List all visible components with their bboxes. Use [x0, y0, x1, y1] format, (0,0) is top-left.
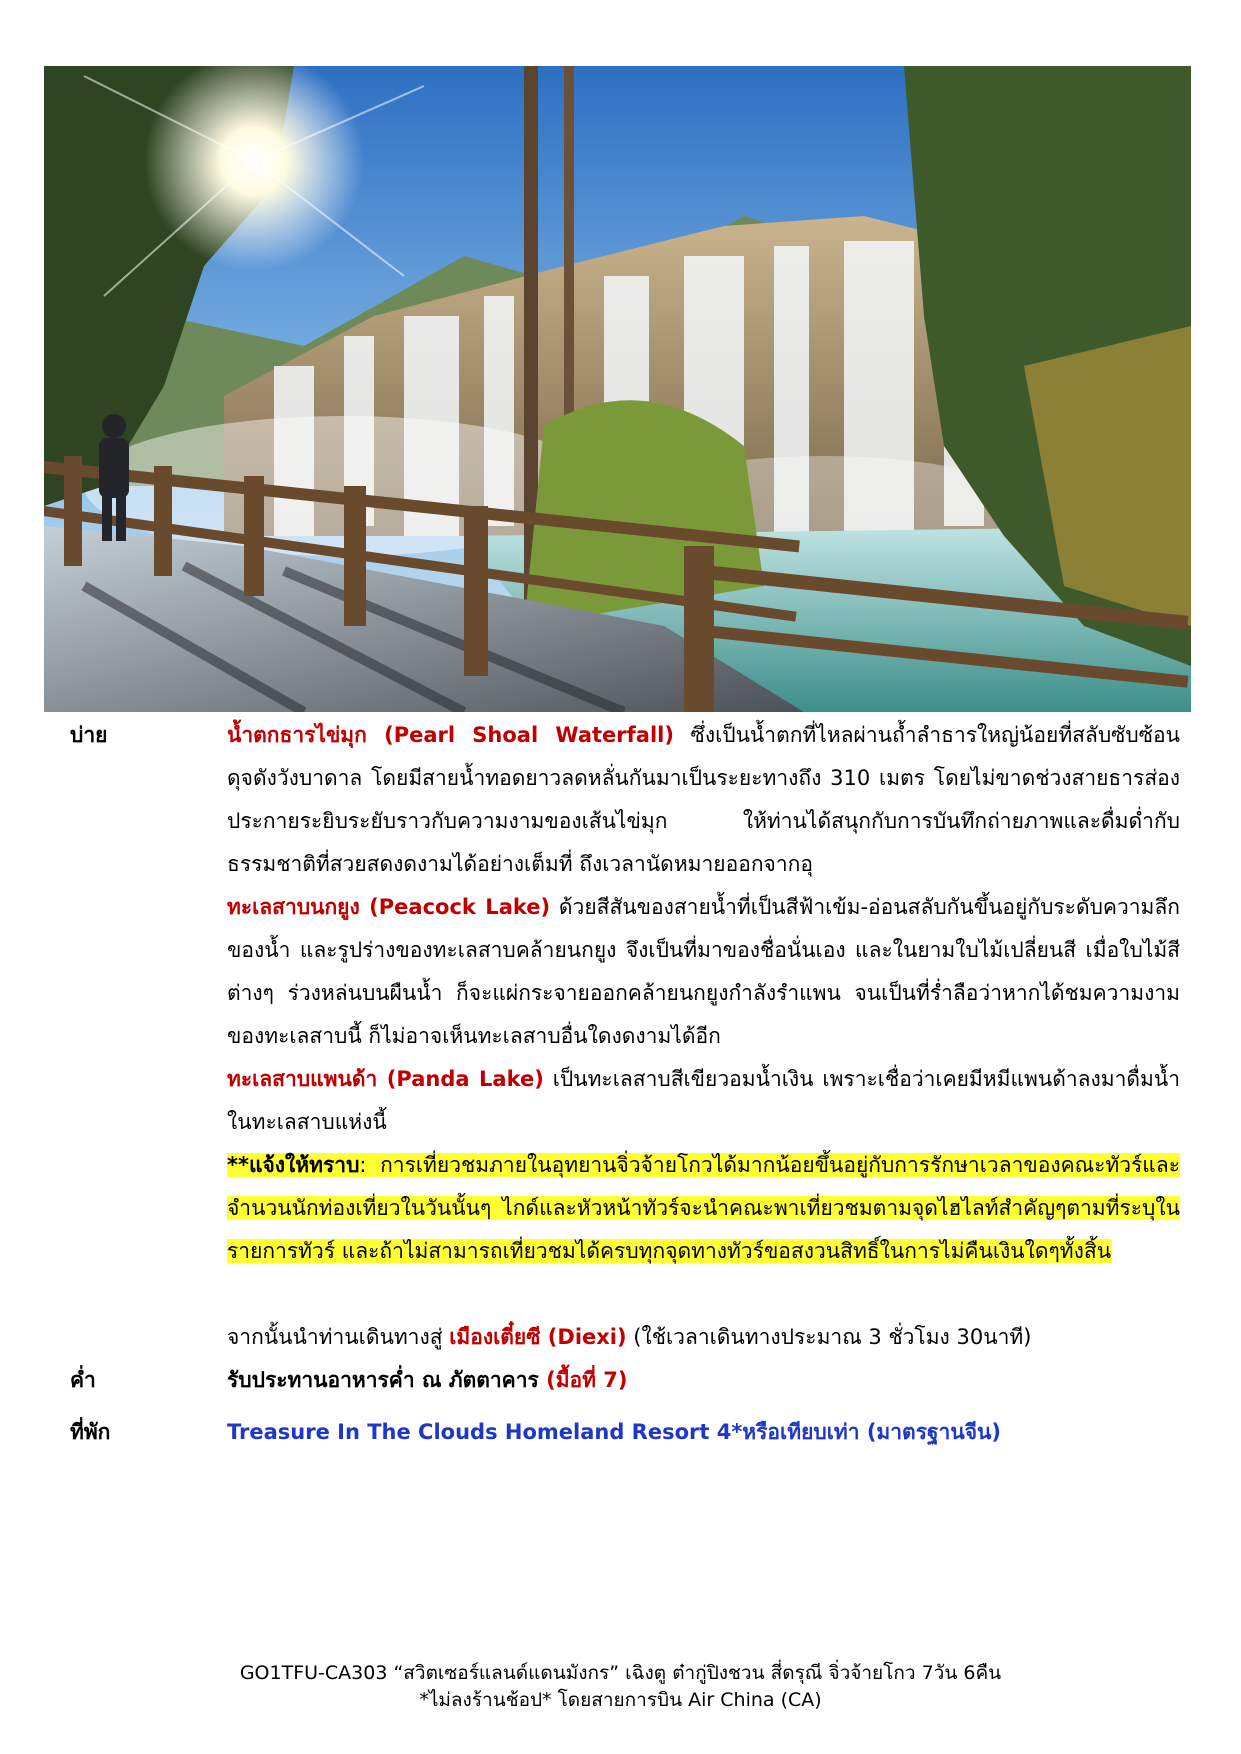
footer-tour-name: GO1TFU-CA303 “สวิตเซอร์แลนด์แดนมังกร” เฉิงตู ต๋ากู่ปิงชวน สี่ดรุณี จิ่วจ้ายโกว 7วัน 6คืน	[239, 1662, 1002, 1684]
notice-text: : การเที่ยวชมภายในอุทยานจิ่วจ้ายโกวได้มากน้อยขึ้นอยู่กับการรักษาเวลาของคณะทัวร์และจำนวนนักท่องเที่ยวในวันนั้นๆ ไกด์และหัวหน้าทัวร์จะนำคณะพาเที่ยวชมตามจุดไฮไลท์สำคัญๆตามที่ระบุในรายการทัวร์ และถ้าไม่สามารถเที่ยวชมได้ครบทุกจุดทางทัวร์ขอสงวนสิทธิ์ในการไม่คืนเงินใดๆทั้งสิ้น	[227, 1153, 1180, 1263]
panda-lake-paragraph	[227, 1058, 1180, 1144]
hotel-paragraph	[227, 1411, 1180, 1454]
peacock-lake-title: ทะเลสาบนกยูง (Peacock Lake)	[227, 895, 551, 919]
dinner-text: รับประทานอาหารค่ำ ณ ภัตตาคาร	[227, 1368, 547, 1392]
panda-lake-text: เป็นทะเลสาบสีเขียวอมน้ำเงิน เพราะเชื่อว่าเคยมีหมีแพนด้าลงมาดื่มน้ำในทะเลสาบแห่งนี้	[227, 1067, 1181, 1134]
waterfall-photo	[44, 66, 1191, 712]
page-footer	[0, 1660, 1241, 1714]
notice-label: **แจ้งให้ทราบ	[227, 1153, 360, 1177]
pearl-shoal-paragraph	[227, 714, 1180, 886]
hotel-label: ที่พัก	[70, 1420, 111, 1444]
pearl-shoal-text: ซึ่งเป็นน้ำตกที่ไหลผ่านถ้ำลำธารใหญ่น้อยที่สลับซับซ้อนดุจดังวังบาดาล โดยมีสายน้ำทอดยาวลดหลั่นกันมาเป็นระยะทางถึง 310 เมตร โดยไม่ขาดช่วงสายธารส่องประกายระยิบระยับราวกับความงามของเส้นไข่มุก ให้ท่านได้สนุกกับการบันทึกถ่ายภาพและดื่มด่ำกับธรรมชาติที่สวยสดงดงามได้อย่างเต็มที่ ถึงเวลานัดหมายออกจากอุ	[227, 723, 1180, 876]
travel-suffix: (ใช้เวลาเดินทางประมาณ 3 ชั่วโมง 30นาที)	[626, 1325, 1032, 1349]
notice-paragraph	[227, 1144, 1180, 1273]
peacock-lake-text: ด้วยสีสันของสายน้ำที่เป็นสีฟ้าเข้ม-อ่อนสลับกันขึ้นอยู่กับระดับความลึกของน้ำ และรูปร่างของทะเลสาบคล้ายนกยูง จึงเป็นที่มาของชื่อนั่นเอง และในยามใบไม้เปลี่ยนสี เมื่อใบไม้สีต่างๆ ร่วงหล่นบนผืนน้ำ ก็จะแผ่กระจายออกคล้ายนกยูงกำลังรำแพน จนเป็นที่ร่ำลือว่าหากได้ชมความงามของทะเลสาบนี้ ก็ไม่อาจเห็นทะเลสาบอื่นใดงดงามได้อีก	[227, 895, 1180, 1048]
pearl-shoal-title: น้ำตกธารไข่มุก (Pearl Shoal Waterfall)	[227, 723, 674, 747]
travel-prefix: จากนั้นนำท่านเดินทางสู่	[227, 1325, 450, 1349]
hotel-name: Treasure In The Clouds Homeland Resort 4*หรือเทียบเท่า (มาตรฐานจีน)	[227, 1420, 1001, 1444]
peacock-lake-paragraph	[227, 886, 1180, 1058]
travel-destination: เมืองเตี๋ยซี (Diexi)	[449, 1325, 627, 1349]
dinner-label: ค่ำ	[70, 1368, 96, 1392]
meal-number: (มื้อที่ 7)	[546, 1368, 628, 1392]
dinner-paragraph	[227, 1359, 1180, 1402]
afternoon-label: บ่าย	[70, 723, 108, 747]
panda-lake-title: ทะเลสาบแพนด้า (Panda Lake)	[227, 1067, 544, 1091]
travel-paragraph	[227, 1316, 1180, 1359]
waterfall-illustration	[44, 66, 1191, 712]
footer-airline: *ไม่ลงร้านช้อป* โดยสายการบิน Air China (CA)	[419, 1689, 822, 1711]
